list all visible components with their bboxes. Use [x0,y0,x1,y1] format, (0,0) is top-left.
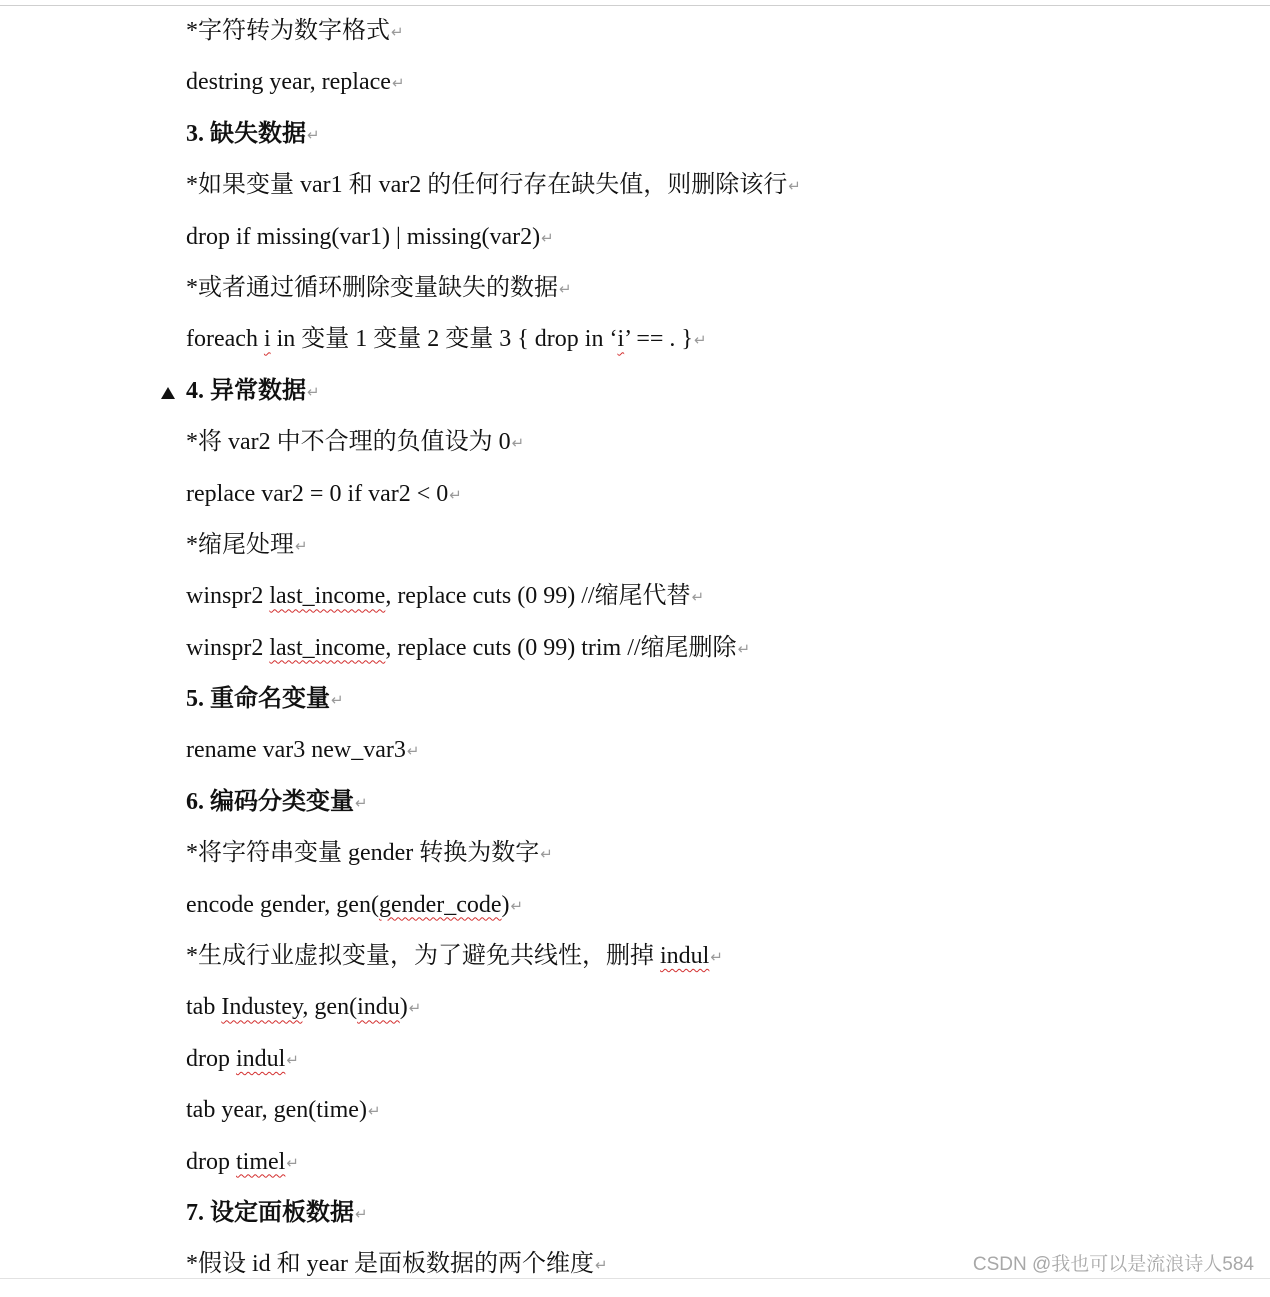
spellcheck-flagged-word: indul [660,943,710,970]
paragraph-mark-icon: ↵ [541,228,554,247]
paragraph-mark-icon: ↵ [331,691,344,710]
paragraph-mark-icon: ↵ [449,485,462,504]
code-line: encode gender, gen(gender_code)↵ [186,891,524,918]
code-line: drop if missing(var1) | missing(var2)↵ [186,223,554,250]
comment-line: *将字符串变量 gender 转换为数字↵ [186,840,553,867]
code-line: foreach i in 变量 1 变量 2 变量 3 { drop in ‘i’ == . }↵ [186,326,707,353]
paragraph-mark-icon: ↵ [594,1256,608,1275]
code-line: drop timel↵ [186,1148,299,1175]
comment-line: *将 var2 中不合理的负值设为 0↵ [186,429,525,456]
paragraph-mark-icon: ↵ [559,279,572,298]
paragraph-mark-icon: ↵ [307,125,320,144]
csdn-watermark: CSDN @我也可以是流浪诗人584 [972,1254,1254,1275]
comment-line: *缩尾处理↵ [186,531,308,558]
comment-line: *如果变量 var1 和 var2 的任何行存在缺失值，则删除该行↵ [186,172,801,199]
section-heading: 6. 编码分类变量↵ [186,788,368,815]
paragraph-mark-icon: ↵ [737,639,751,658]
paragraph-mark-icon: ↵ [510,896,524,915]
paragraph-mark-icon: ↵ [367,1102,381,1121]
paragraph-mark-icon: ↵ [355,793,368,812]
code-line: rename var3 new_var3↵ [186,737,420,764]
comment-line: *生成行业虚拟变量，为了避免共线性，删掉 indul↵ [186,943,723,970]
paragraph-mark-icon: ↵ [391,74,405,93]
section-heading: 5. 重命名变量↵ [186,686,344,713]
page-top-border [0,5,1270,6]
comment-line: *字符转为数字格式↵ [186,18,404,44]
paragraph-mark-icon: ↵ [406,742,420,761]
spellcheck-flagged-word: i [617,326,625,353]
paragraph-mark-icon: ↵ [307,382,320,401]
paragraph-mark-icon: ↵ [355,1204,368,1223]
paragraph-mark-icon: ↵ [710,948,723,967]
comment-line: *假设 id 和 year 是面板数据的两个维度↵ [186,1251,608,1278]
section-heading: 7. 设定面板数据↵ [186,1199,368,1226]
paragraph-mark-icon: ↵ [788,177,801,196]
spellcheck-flagged-word: i [263,326,271,353]
paragraph-mark-icon: ↵ [295,536,308,555]
paragraph-mark-icon: ↵ [286,1153,299,1172]
code-line: tab Industey, gen(indu)↵ [186,994,422,1021]
paragraph-mark-icon: ↵ [408,999,422,1018]
spellcheck-flagged-word: indul [236,1045,286,1072]
spellcheck-flagged-word: last_income [269,583,386,610]
paragraph-mark-icon: ↵ [540,845,553,864]
section-heading: 3. 缺失数据↵ [186,120,320,147]
code-line: drop indul↵ [186,1045,299,1072]
spellcheck-flagged-word: gender_code [378,891,502,918]
spellcheck-flagged-word: indu [357,994,400,1021]
paragraph-mark-icon: ↵ [391,23,404,41]
section-heading: 4. 异常数据↵ [186,372,1246,423]
paragraph-mark-icon: ↵ [511,434,525,453]
code-line: replace var2 = 0 if var2 < 0↵ [186,480,462,507]
spellcheck-flagged-word: Industey [221,994,303,1021]
document-body [186,12,1246,1297]
spellcheck-flagged-word: last_income [269,634,386,661]
code-line: tab year, gen(time)↵ [186,1097,381,1124]
paragraph-mark-icon: ↵ [286,1050,299,1069]
spellcheck-flagged-word: timel [236,1148,286,1175]
paragraph-mark-icon: ↵ [691,588,705,607]
paragraph-mark-icon: ↵ [693,331,707,350]
page-bottom-border [0,1278,1270,1279]
collapse-triangle-icon[interactable] [161,387,175,399]
code-line: destring year, replace↵ [186,69,405,96]
code-line: winspr2 last_income, replace cuts (0 99) //缩尾代替↵ [186,583,705,610]
comment-line: *或者通过循环删除变量缺失的数据↵ [186,274,572,301]
code-line: winspr2 last_income, replace cuts (0 99) trim //缩尾删除↵ [186,634,751,661]
